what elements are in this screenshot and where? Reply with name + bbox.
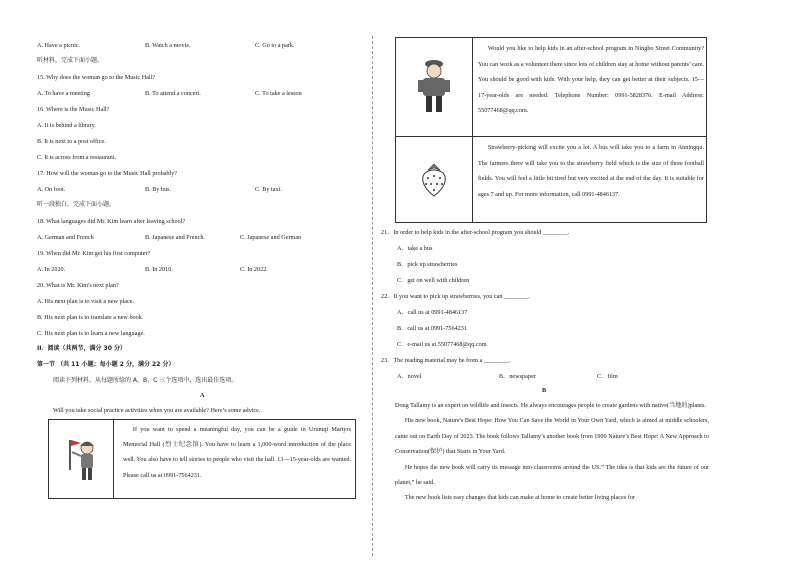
part2-title: II．阅读（共两节，满分 30 分） [37,345,126,352]
q15-option-b: B. To attend a concert. [145,90,201,97]
q18-stem: 18. What languages did Mr. Kim learn after leaving school? [37,218,186,225]
q20-option-c: C. His next plan is to learn a new language. [37,330,145,337]
q20-option-a: A. His next plan is to visit a new place. [37,298,135,305]
q23-option-b: B．newspaper [499,373,536,380]
section1-title: 第一节 （共 11 小题；每小题 2 分，满分 22 分） [37,361,175,368]
passage-b-paragraph-2: His new book, Nature's Best Hope: How You Can Save the World in Your Own Yard, which is aimed at middle schoolers, came out on Earth Day of 2023. The book follows Tallamy’s another book from 1999 Nature’s Best Hope: A New Approach to Conservation(保护) that Starts in Your Yard. [395,417,709,456]
passage-b-paragraph-3: He hopes the new book will carry its message into classrooms around the US.” The idea is that kids are the future of our planet,” he said. [395,463,709,487]
q20-option-b: B. His next plan is to translate a new book. [37,314,144,321]
listening-instruction: 听材料，完成下面小题。 [37,57,104,64]
q22-option-c: C．e-mail us at 55077468@qq.com [397,341,487,348]
q18-option-a: A. German and French [37,234,94,241]
q21-option-b: B．pick up strawberries [397,261,458,268]
q22-stem: 22．If you want to pick up strawberries, you can ________. [381,293,531,300]
q23-stem: 23．The reading material may be from a ________. [381,357,511,364]
passage-a-label: A [200,392,205,399]
q19-option-b: B. In 2010. [145,266,173,273]
q15-stem: 15. Why does the woman go to the Music Hall? [37,74,156,81]
q15-option-a: A. To have a meeting [37,90,90,97]
q17-option-a: A. On foot. [37,186,66,193]
passage-a-intro: Will you take social practice activities when you are available? Here’s some advice. [53,407,261,414]
passage-b-paragraph-4: The new book lists easy changes that kids can make at home to create better living places for [404,494,635,502]
q23-option-a: A．novel [397,373,422,380]
passage-b-paragraph-1: Doug Tallamy is an expert on wildlife and insects. He always encourages people to create gardens with native(当地的)plants. [395,402,706,409]
q19-stem: 19. When did Mr. Kim get his first computer? [37,250,151,257]
volunteer-boy-illustration [414,56,454,116]
q21-option-c: C．get on well with children [397,277,470,284]
q14-option-b: B. Watch a movie. [145,42,191,49]
q20-stem: 20. What is Mr. Kim's next plan? [37,282,119,289]
ad-box-memorial-hall [48,419,356,499]
ad-strawberry-text: Strawberry-picking will excite you a lot. A bus will take you to a farm in Anningqu. The farmers there will take you to the strawberry field which is the size of three football fields. You will feel a little bit tired but very excited at the end of the day. It is suitable for ages 7 and up. For more information, call 0991-4846137. [478,144,704,198]
q17-option-b: B. By bus. [145,186,172,193]
q14-option-c: C. Go to a park. [255,42,295,49]
q14-option-a: A. Have a picnic. [37,42,81,49]
q19-option-a: A. In 2020. [37,266,66,273]
ads-table [395,37,707,223]
passage-b-label: B [542,387,547,394]
strawberry-illustration [414,160,454,200]
q16-stem: 16. Where is the Music Hall? [37,106,110,113]
q16-option-a: A. It is behind a library. [37,122,96,129]
section1-instruction: 阅读下列材料，从每题所给的 A、B、C 三个选项中，选出最佳选项。 [53,377,238,384]
q16-option-b: B. It is next to a post office. [37,138,106,145]
q22-option-a: A．call us at 0991-4846137 [397,309,468,316]
q23-option-c: C．film [597,373,618,380]
ad-after-school-text: Would you like to help kids in an after-school program in Ningbo Street Community? You can work as a volunteer there since lots of children stay at home without parents’ care. You should be good with kids. With your help, they can get better at their subjects. 15—17-year-olds are needed. Telephone Number: 0991-5828376. E-mail Address: 55077468@qq.com. [478,45,704,115]
q18-option-b: B. Japanese and French. [145,234,205,241]
monologue-instruction: 听一段独白，完成下面小题。 [37,201,116,208]
passage-b-body [395,398,709,506]
guide-girl-illustration [63,434,101,488]
q18-option-c: C. Japanese and German [240,234,302,241]
q16-option-c: C. It is across from a restaurant. [37,154,117,161]
q19-option-c: C. In 2022. [240,266,268,273]
q21-stem: 21．In order to help kids in the after-school program you should ________. [381,229,570,236]
q22-option-b: B．call us at 0991-7564231 [397,325,467,332]
ad-memorial-hall-text: If you want to spend a meaningful day, you can be a guide in Urumqi Martyrs Memorial Hall (烈士纪念馆). You have to learn a 1,000-word introduction of the place well. You also have to tell stories to people who visit the hall. 13—15-year-olds are wanted. Please call us at 0991-7564231. [123,426,351,479]
q17-stem: 17. How will the woman go to the Music Hall probably? [37,170,178,177]
q17-option-c: C. By taxi. [255,186,282,193]
q15-option-c: C. To take a lesson [255,90,302,97]
q21-option-a: A．take a bus [397,245,433,252]
column-divider [372,36,373,556]
